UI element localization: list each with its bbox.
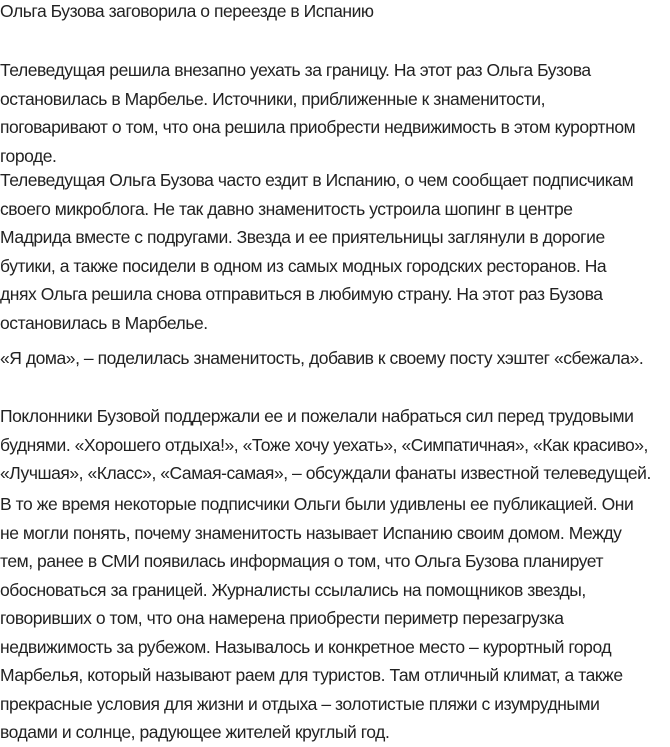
text-line: остановилась в Марбелье. (0, 312, 208, 333)
text-line: недвижимость за рубежом. Называлось и конкретное место – курортный город (0, 636, 612, 657)
text-line: своего микроблога. Не так давно знаменитость устроила шопинг в центре (0, 198, 573, 219)
paragraph-4 (0, 402, 670, 488)
text-line: остановилась в Марбелье. Источники, приближенные к знаменитости, (0, 88, 545, 109)
text-line: не могли понять, почему знаменитость называет Испанию своим домом. Между (0, 522, 622, 543)
paragraph-2 (0, 166, 670, 337)
paragraph-3 (0, 344, 670, 373)
text-line: днях Ольга решила снова отправиться в любимую страну. На этот раз Бузова (0, 284, 603, 304)
text-line: Поклонники Бузовой поддержали ее и пожелали набраться сил перед трудовыми (0, 406, 634, 426)
text-line: «Я дома», – поделилась знаменитость, добавив к своему посту хэштег «сбежала». (0, 348, 644, 368)
text-line: говоривших о том, что она намерена приобрести периметр перезагрузка (0, 608, 564, 628)
text-line: поговаривают о том, что она решила приобрести недвижимость в этом курортном (0, 117, 636, 137)
text-line: водами и солнце, радующее жителей круглый год. (0, 722, 390, 742)
text-line: буднями. «Хорошего отдыха!», «Тоже хочу уехать», «Симпатичная», «Как красиво», (0, 434, 648, 455)
text-line: тем, ранее в СМИ появилась информация о том, что Ольга Бузова планирует (0, 551, 604, 571)
text-line: Марбелья, который называют раем для туристов. Там отличный климат, а также (0, 665, 623, 685)
text-line: Мадрида вместе с подругами. Звезда и ее приятельницы заглянули в дорогие (0, 227, 605, 247)
text-line: городе. (0, 145, 57, 166)
text-line: прекрасные условия для жизни и отдыха – золотистые пляжи с изумрудными (0, 693, 600, 714)
text-line: «Лучшая», «Класс», «Самая-самая», – обсуждали фанаты известной телеведущей. (0, 463, 651, 483)
article-title: Ольга Бузова заговорила о переезде в Испанию (0, 1, 374, 21)
text-line: обосноваться за границей. Журналисты ссылались на помощников звезды, (0, 579, 586, 600)
text-line: В то же время некоторые подписчики Ольги были удивлены ее публикацией. Они (0, 494, 634, 514)
text-line: Телеведущая решила внезапно уехать за границу. На этот раз Ольга Бузова (0, 60, 591, 80)
text-line: Телеведущая Ольга Бузова часто ездит в Испанию, о чем сообщает подписчикам (0, 170, 634, 190)
paragraph-1 (0, 56, 670, 170)
text-line: бутики, а также посидели в одном из самых модных городских ресторанов. На (0, 255, 607, 276)
paragraph-5 (0, 490, 670, 747)
